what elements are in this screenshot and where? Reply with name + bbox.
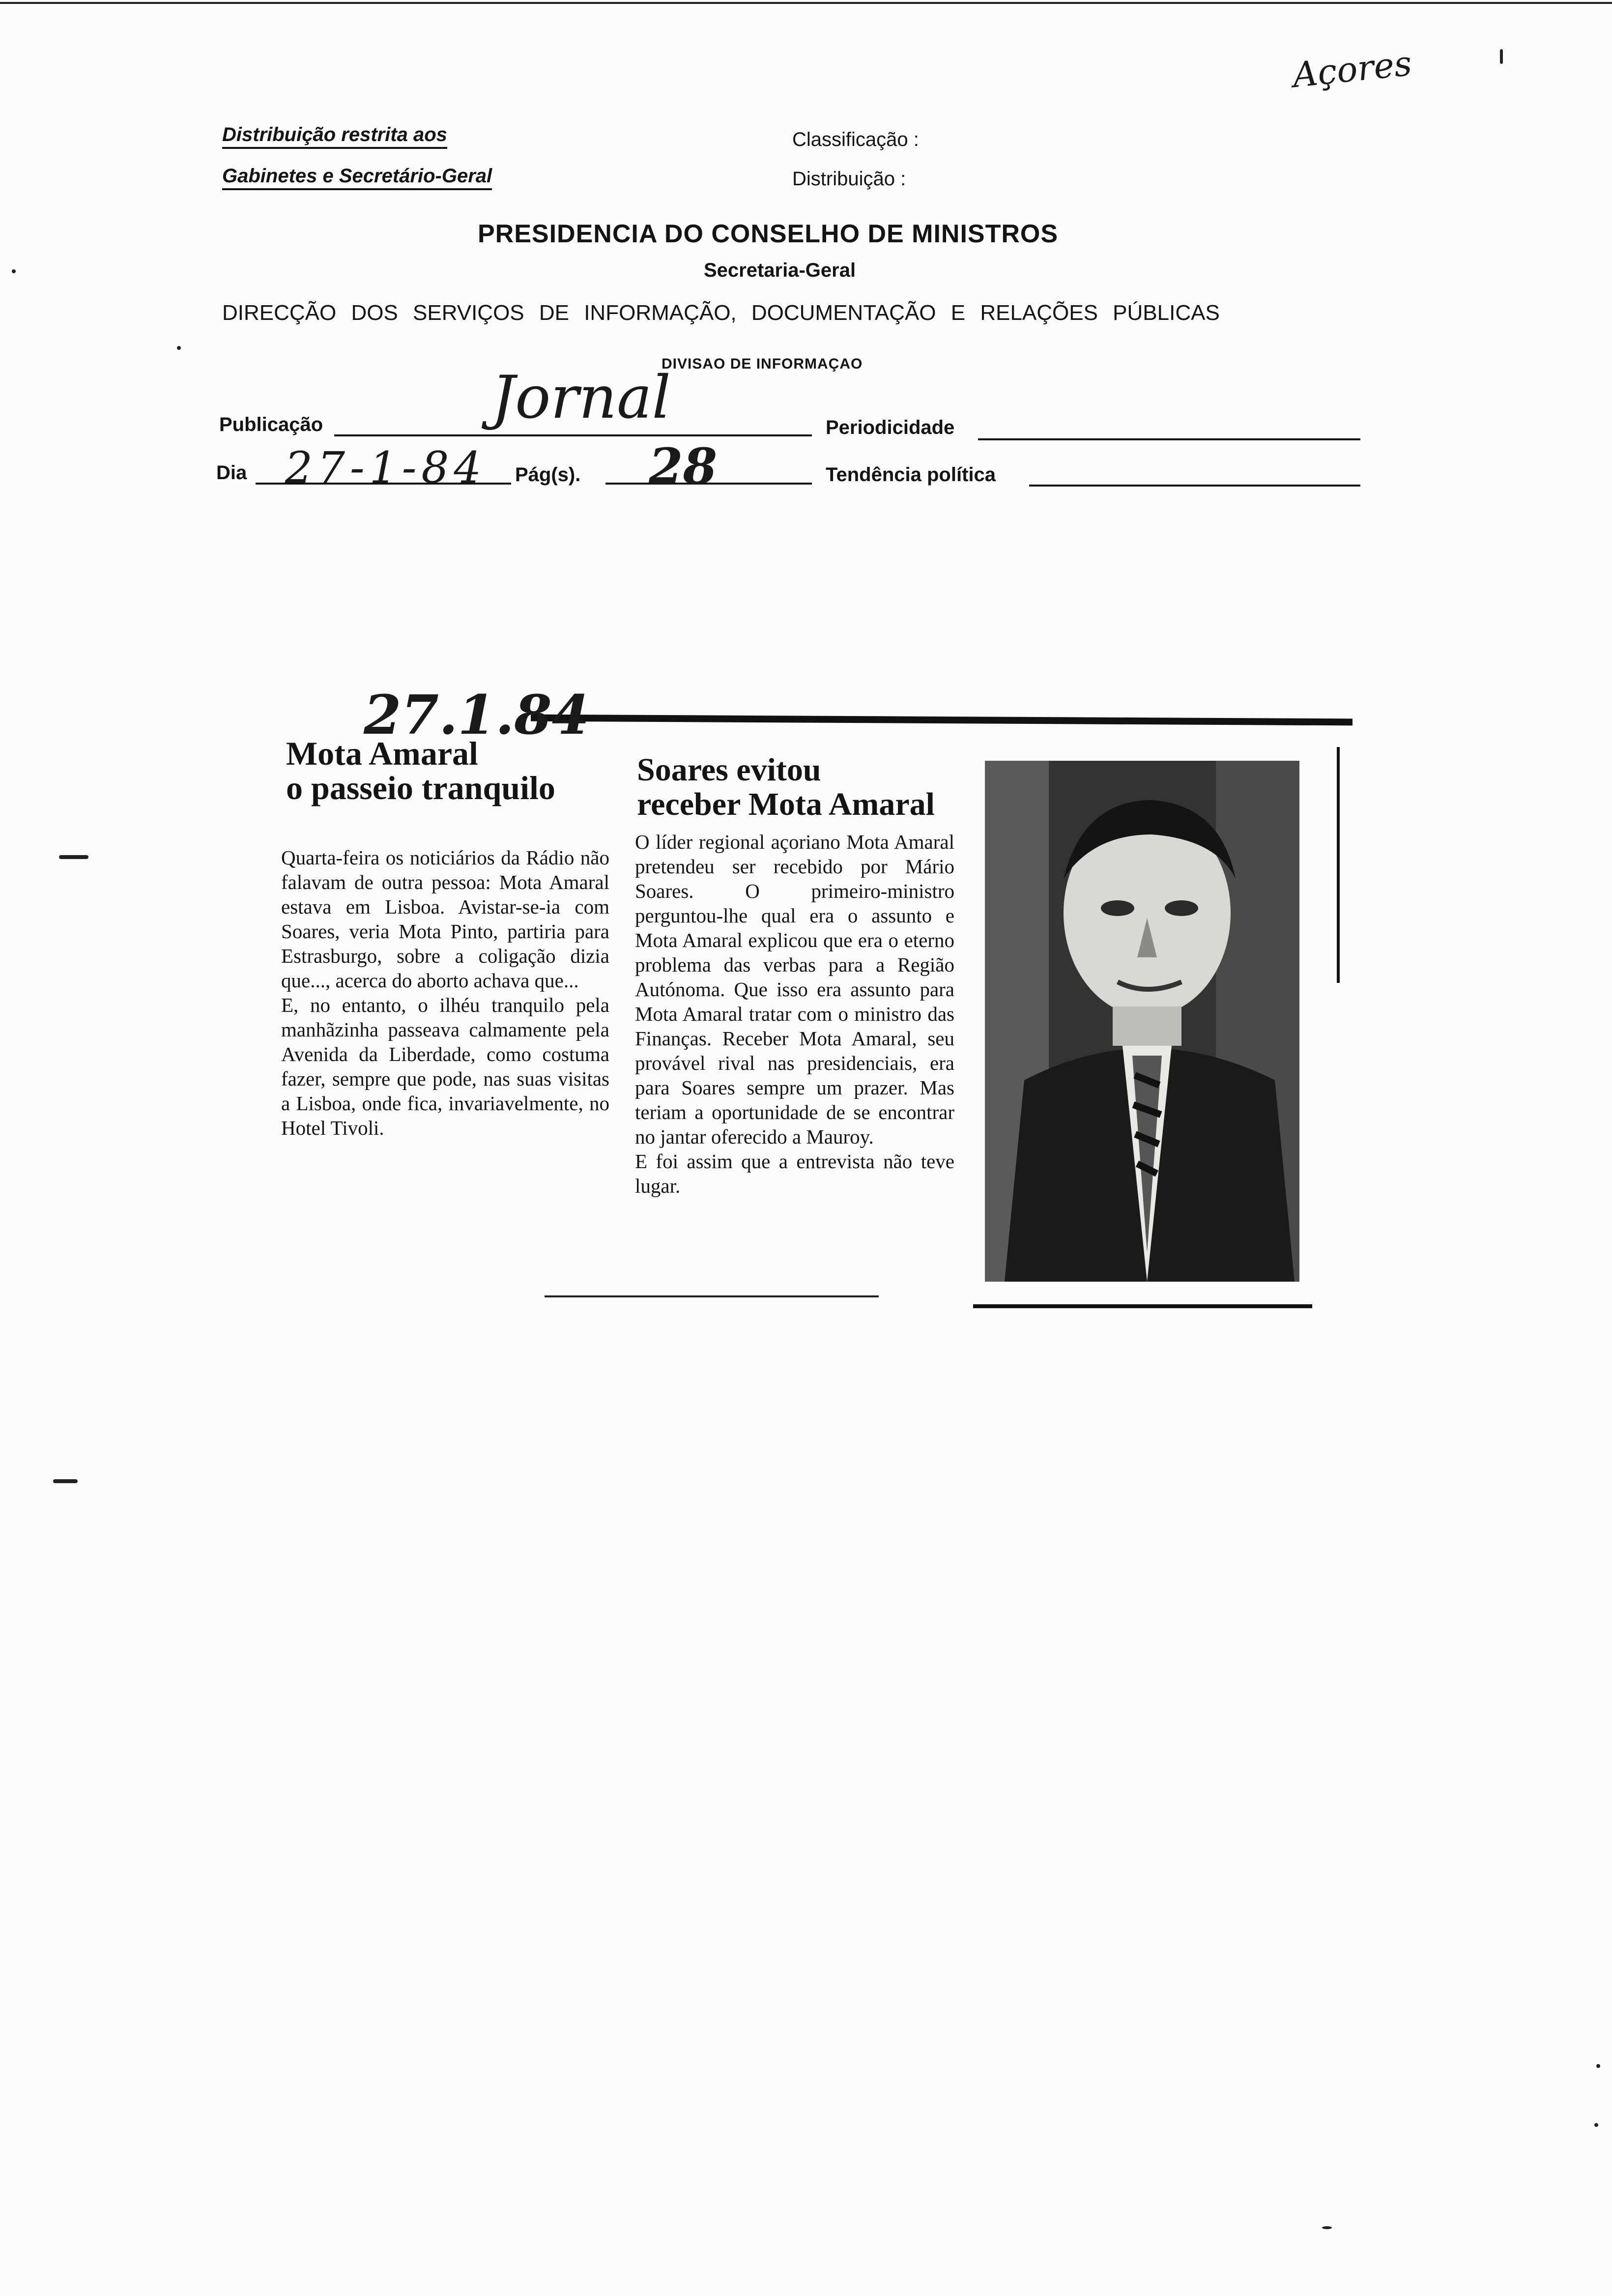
scan-speck xyxy=(1500,49,1503,64)
scan-speck xyxy=(59,855,88,859)
portrait-photo xyxy=(985,761,1299,1282)
secretariat-label: Secretaria-Geral xyxy=(704,259,856,281)
left-article-body: Quarta-feira os noticiários da Rádio não falavam de outra pessoa: Mota Amaral estava em Lisboa. Avistar-se-ia com Soares, veria Mota Pinto, partiria para Estrasburgo, sobre a coligação dizia que..., acerca do aborto achava que... E, no entanto, o ilhéu tranquilo pela manhãzinha passeava calmamente pela Avenida da Liberdade, como costuma fazer, sempre que pode, nas suas visitas a Lisboa, onde fica, invariavelmente, no Hotel Tivoli. xyxy=(281,846,609,1139)
day-label: Dia xyxy=(216,462,247,484)
division-label: DIVISAO DE INFORMAÇAO xyxy=(662,356,863,372)
periodicity-field-line xyxy=(978,438,1360,440)
directorate-label: DIRECÇÃO DOS SERVIÇOS DE INFORMAÇÃO, DOCUMENTAÇÃO E RELAÇÕES PÚBLICAS xyxy=(222,301,1220,325)
publication-field-line xyxy=(334,434,812,436)
scan-speck xyxy=(1596,2064,1600,2068)
scan-speck xyxy=(177,346,181,350)
pages-label: Pág(s). xyxy=(515,464,581,486)
institution-title: PRESIDENCIA DO CONSELHO DE MINISTROS xyxy=(478,220,1059,248)
distribution-label: Distribuição : xyxy=(792,168,906,190)
day-value: 27-1-84 xyxy=(285,442,487,493)
restricted-distribution-line2: Gabinetes e Secretário-Geral xyxy=(222,165,492,190)
clipping-right-bottom-rule xyxy=(973,1304,1312,1308)
corner-handwritten-note: Açores xyxy=(1291,43,1414,96)
clipping-handwritten-date: 27.1.84 xyxy=(364,683,590,746)
scan-speck xyxy=(1594,2123,1598,2127)
political-tendency-field-line xyxy=(1029,485,1360,487)
clipping-left-bottom-rule xyxy=(545,1295,879,1297)
restricted-distribution-line1: Distribuição restrita aos xyxy=(222,124,447,149)
top-border-line xyxy=(0,2,1612,4)
left-article-headline: Mota Amaral o passeio tranquilo xyxy=(286,735,555,806)
scan-speck xyxy=(53,1479,78,1483)
scan-speck xyxy=(1322,2226,1332,2229)
classification-label: Classificação : xyxy=(792,129,919,150)
periodicity-label: Periodicidade xyxy=(826,417,955,438)
publication-value: Jornal xyxy=(491,364,671,432)
scan-speck xyxy=(12,269,16,273)
clipping-right-bracket xyxy=(1327,747,1340,983)
political-tendency-label: Tendência política xyxy=(826,464,996,486)
clipping-top-rule xyxy=(531,715,1353,726)
pages-value: 28 xyxy=(649,437,718,495)
right-article-headline: Soares evitou receber Mota Amaral xyxy=(637,752,935,822)
right-article-body: O líder regional açoriano Mota Amaral pretendeu ser recebido por Mário Soares. O primeiro-ministro perguntou-lhe qual era o assunto e Mota Amaral explicou que era o eterno problema das verbas para a Região Autónoma. Que isso era assunto para Mota Amaral tratar com o ministro das Finanças. Receber Mota Amaral, seu provável rival nas presidenciais, era para Soares sempre um prazer. Mas teriam a oportunidade de se encontrar no jantar oferecido a Mauroy. E foi assim que a entrevista não teve lugar. xyxy=(635,831,954,1197)
publication-label: Publicação xyxy=(219,414,323,435)
